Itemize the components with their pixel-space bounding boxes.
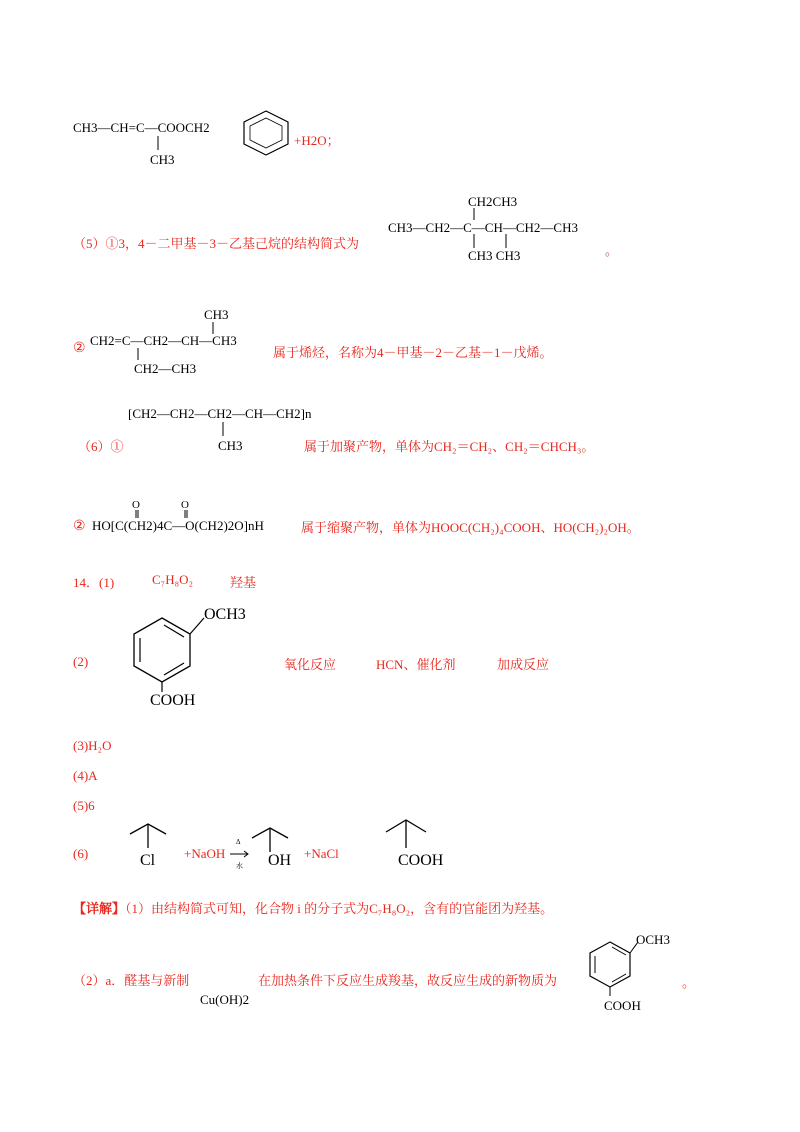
product-methoxy-label: OCH3 <box>636 932 670 947</box>
polymer-methyl: CH3 <box>218 438 243 453</box>
alkene-ethyl-branch: CH2—CH3 <box>134 361 197 376</box>
q14-4-answer: (4)A <box>73 768 98 783</box>
naoh-reagent: +NaOH <box>184 846 226 861</box>
alkane-main-chain: CH3—CH2—C—CH—CH2—CH3 <box>388 220 578 235</box>
ester-main-chain: CH3—CH=C—COOCH2 <box>73 120 210 135</box>
isobutyric-acid-skeleton <box>378 814 458 854</box>
nacl-product: +NaCl <box>304 846 339 861</box>
q6-1-label: （6）① <box>78 439 124 454</box>
q14-2-second-reaction: 加成反应 <box>497 657 550 672</box>
detail-text: （1）由结构简式可知，化合物 i 的分子式为C₇H₈O₂，含有的官能团为羟基。 <box>125 901 554 916</box>
q5-2-label: ② <box>73 341 86 356</box>
alkene-main-chain: CH2=C—CH2—CH—CH3 <box>90 333 237 348</box>
polyester-carbonyls <box>128 498 288 520</box>
isobutyric-carboxyl: COOH <box>398 852 444 869</box>
benzene-ring-icon <box>238 110 294 156</box>
q14-2-reagent: HCN、催化剂 <box>376 657 456 672</box>
svg-text:O: O <box>181 499 189 511</box>
svg-text:水: 水 <box>236 862 243 870</box>
polyester-formula: HO[C(CH2)4C—O(CH2)2O]nH <box>92 518 264 533</box>
hydroxyl-label: OH <box>268 852 292 869</box>
svg-text:Δ: Δ <box>236 838 241 846</box>
copper-hydroxide: Cu(OH)2 <box>200 992 250 1007</box>
q14-2-reaction-type: 氧化反应 <box>284 657 337 672</box>
ester-formula <box>73 120 210 136</box>
carboxyl-group: COOH <box>150 692 196 709</box>
alkene-bottom-bond <box>130 348 150 362</box>
polymer-main-chain: [CH2—CH2—CH2—CH—CH2]n <box>128 406 312 421</box>
alkane-methyl-branches: CH3 CH3 <box>468 248 521 263</box>
polymer-branch-bond <box>215 422 235 438</box>
product-carboxyl-label: COOH <box>604 998 641 1013</box>
q5-1-text: （5）①3，4－二甲基－3－乙基己烷的结构简式为 <box>73 236 360 251</box>
svg-text:O: O <box>132 499 140 511</box>
chlorine-label: Cl <box>140 852 156 869</box>
q5-2-text: 属于烯烃，名称为4－甲基－2－乙基－1－戊烯。 <box>273 345 553 360</box>
q14-2-label: (2) <box>73 654 89 669</box>
ester-water: +H2O； <box>294 133 340 148</box>
ester-methyl: CH3 <box>150 152 175 167</box>
q14-1-label: 14．(1) <box>73 575 115 590</box>
alkene-methyl-branch: CH3 <box>204 307 229 322</box>
detail-line <box>73 898 553 917</box>
q6-1-text: 属于加聚产物，单体为CH₂＝CH₂、CH₂＝CHCH₃。 <box>304 439 595 454</box>
q2a-suffix: 。 <box>682 975 696 990</box>
alkane-ethyl-branch: CH2CH3 <box>468 194 518 209</box>
q14-1-formula: C₇H₈O₂ <box>152 572 194 587</box>
q14-1-group: 羟基 <box>230 575 257 590</box>
q14-3-answer: (3)H₂O <box>73 738 112 753</box>
methoxy-group: OCH3 <box>204 606 246 623</box>
q14-6-label: (6) <box>73 846 89 861</box>
q5-1-period: 。 <box>605 243 619 258</box>
q14-5-answer: (5)6 <box>73 798 95 813</box>
q2a-text: 在加热条件下反应生成羧基，故反应生成的新物质为 <box>258 973 558 988</box>
q2a-prefix: （2）a．醛基与新制 <box>73 973 190 988</box>
q6-2-text: 属于缩聚产物，单体为HOOC(CH₂)₄COOH、HO(CH₂)₂OH。 <box>301 520 640 535</box>
q6-2-label: ② <box>73 519 86 534</box>
detail-tag: 【详解】 <box>73 901 126 916</box>
